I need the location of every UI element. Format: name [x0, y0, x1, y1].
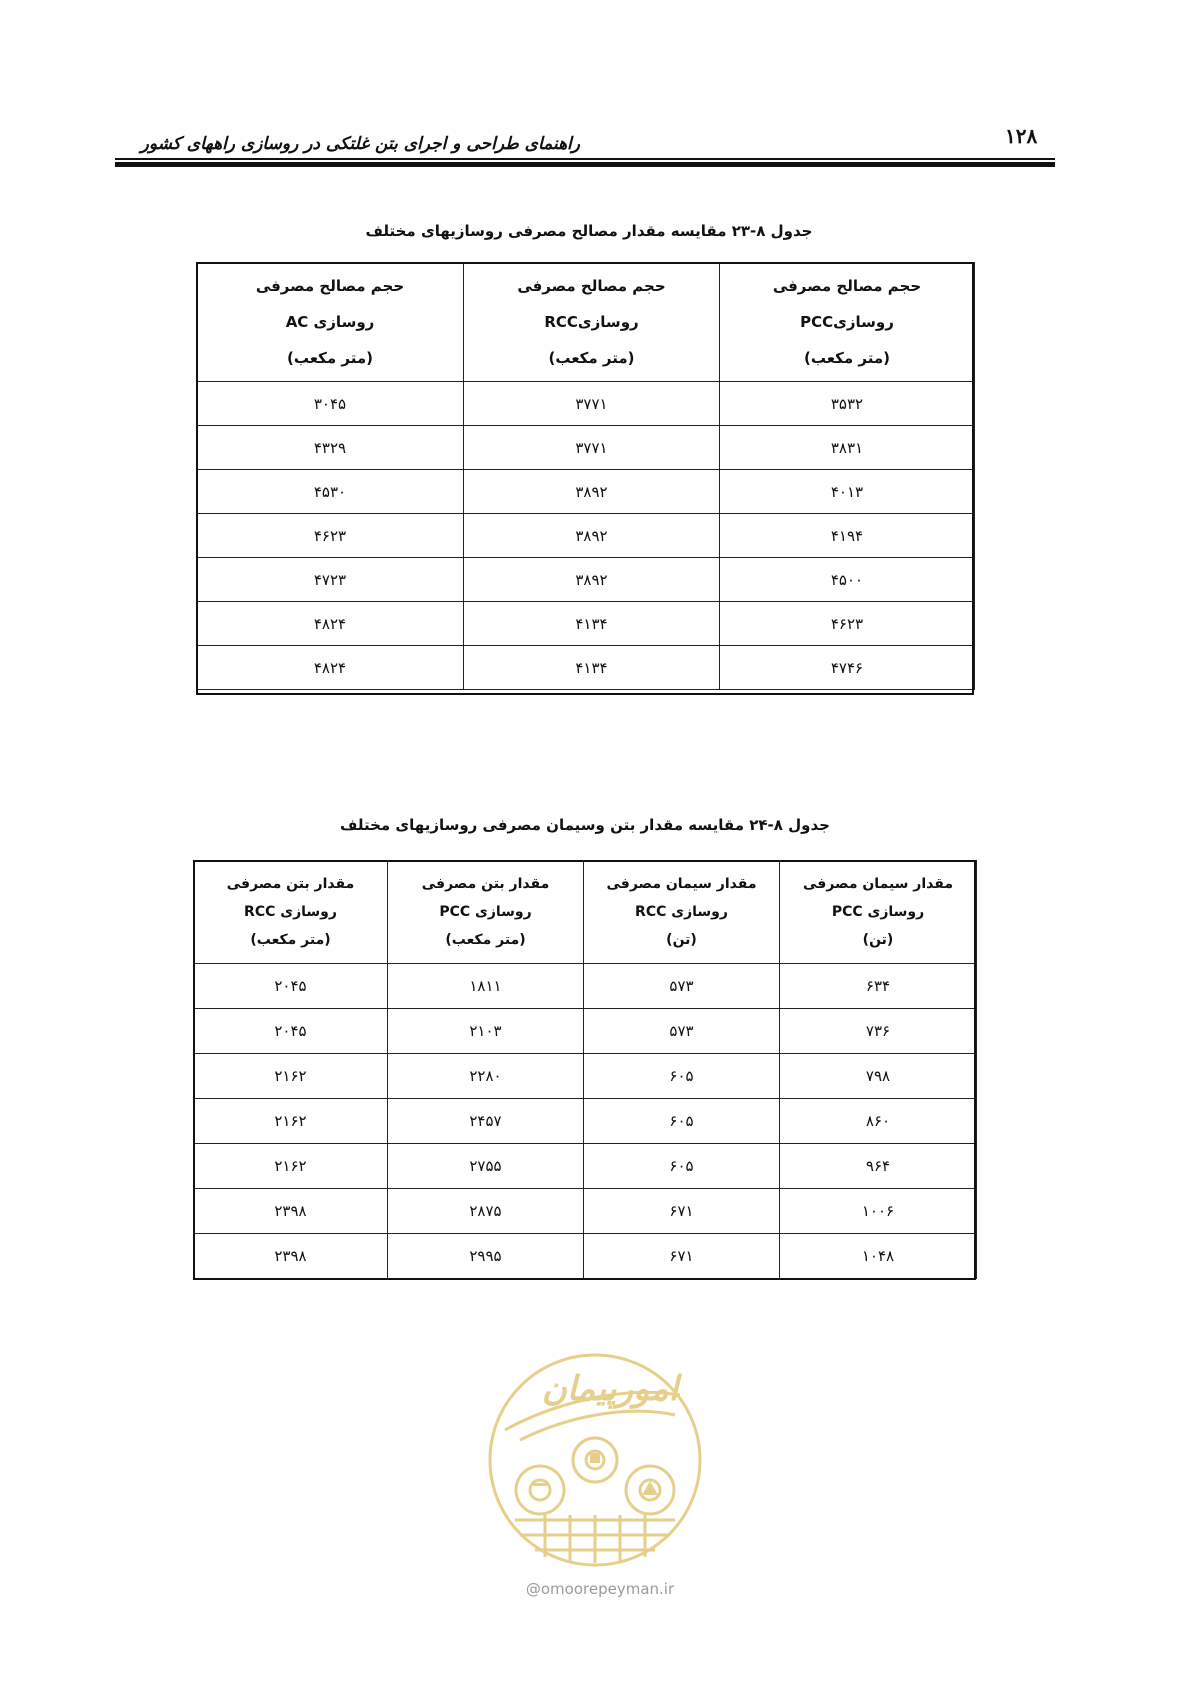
table-row: [194, 1144, 977, 1189]
table-cell: ۹۶۴: [780, 1144, 977, 1189]
header-line: مقدار بتن مصرفی: [226, 876, 355, 892]
table-row: [194, 1234, 977, 1279]
table-row: [194, 1009, 977, 1054]
table-row: [197, 514, 975, 558]
table1-header-rcc: [464, 263, 720, 382]
table-cell: ۲۰۴۵: [194, 964, 388, 1009]
table-cell: ۲۹۹۵: [388, 1234, 584, 1279]
table-row: [194, 1054, 977, 1099]
table-cell: ۲۲۸۰: [388, 1054, 584, 1099]
table2-header-concrete-pcc: [388, 861, 584, 964]
table-cell: ۳۷۷۱: [464, 426, 720, 470]
table-cell: ۲۷۵۵: [388, 1144, 584, 1189]
watermark-url: @omoorepeyman.ir: [525, 1580, 675, 1598]
table-cell: ۴۷۲۳: [197, 558, 464, 602]
table-row: [194, 1189, 977, 1234]
table-cell: ۴۶۲۳: [720, 602, 975, 646]
table-cell: ۳۸۹۲: [464, 514, 720, 558]
table-cell: ۷۳۶: [780, 1009, 977, 1054]
table-cell: ۲۸۷۵: [388, 1189, 584, 1234]
table2-header-cement-rcc: [584, 861, 780, 964]
table-cell: ۴۵۰۰: [720, 558, 975, 602]
table-cell: ۴۸۲۴: [197, 646, 464, 690]
header-line: روسازیRCC: [544, 313, 639, 331]
running-title: راهنمای طراحی و اجرای بتن غلتکی در روسازی راههای کشور: [140, 134, 580, 154]
table2-caption: جدول ۸-۲۴ مقایسه مقدار بتن وسیمان مصرفی روسازیهای مختلف: [340, 816, 830, 834]
table-cell: ۶۳۴: [780, 964, 977, 1009]
table2-header-row: [194, 861, 977, 964]
table-cell: ۱۰۰۶: [780, 1189, 977, 1234]
table1-header-pcc: [720, 263, 975, 382]
table-row: [197, 602, 975, 646]
table-cell: ۲۴۵۷: [388, 1099, 584, 1144]
table-cell: ۴۷۴۶: [720, 646, 975, 690]
header-line: (متر مکعب): [548, 349, 635, 367]
table-row: [197, 382, 975, 426]
table-row: [197, 558, 975, 602]
table-cell: ۲۱۶۲: [194, 1054, 388, 1099]
header-line: (متر مکعب): [803, 349, 891, 367]
table-cell: ۵۷۳: [584, 1009, 780, 1054]
table-cell: ۸۶۰: [780, 1099, 977, 1144]
header-line: مقدار سیمان مصرفی: [606, 876, 757, 892]
table-cell: ۶۰۵: [584, 1144, 780, 1189]
table-cell: ۳۸۹۲: [464, 470, 720, 514]
table-row: [197, 646, 975, 690]
table-cell: ۳۸۳۱: [720, 426, 975, 470]
table2-header-cement-pcc: [780, 861, 977, 964]
table-cell: ۶۰۵: [584, 1099, 780, 1144]
header-line: (متر مکعب): [250, 932, 331, 948]
table-cell: ۲۳۹۸: [194, 1189, 388, 1234]
header-line: (تن): [666, 932, 697, 948]
table-cell: ۷۹۸: [780, 1054, 977, 1099]
table-cell: ۳۰۴۵: [197, 382, 464, 426]
table-cell: ۶۰۵: [584, 1054, 780, 1099]
table-cell: ۳۸۹۲: [464, 558, 720, 602]
header-line: مقدار سیمان مصرفی: [802, 876, 953, 892]
page-number: ۱۲۸: [1005, 124, 1038, 148]
table-cell: ۶۷۱: [584, 1234, 780, 1279]
header-line: روسازی RCC: [244, 904, 337, 920]
table-cell: ۴۵۳۰: [197, 470, 464, 514]
table-cell: ۴۰۱۳: [720, 470, 975, 514]
header-rule-thin: [115, 158, 1055, 160]
header-line: حجم مصالح مصرفی: [255, 277, 405, 295]
header-line: روسازی PCC: [439, 904, 532, 920]
table2: [193, 860, 977, 1279]
header-line: روسازیPCC: [800, 313, 894, 331]
watermark-logo-text: امورپیمان: [541, 1369, 679, 1409]
table-cell: ۲۱۰۳: [388, 1009, 584, 1054]
table-cell: ۲۰۴۵: [194, 1009, 388, 1054]
header-line: مقدار بتن مصرفی: [421, 876, 550, 892]
table-cell: ۱۸۱۱: [388, 964, 584, 1009]
table-row: [197, 470, 975, 514]
header-line: روسازی AC: [285, 313, 375, 331]
table-cell: ۴۶۲۳: [197, 514, 464, 558]
table-cell: ۴۸۲۴: [197, 602, 464, 646]
table-cell: ۲۱۶۲: [194, 1144, 388, 1189]
table-cell: ۴۱۹۴: [720, 514, 975, 558]
table-row: [194, 1099, 977, 1144]
table1: [196, 262, 975, 690]
table-row: [194, 964, 977, 1009]
table-cell: ۲۳۹۸: [194, 1234, 388, 1279]
header-line: روسازی RCC: [635, 904, 728, 920]
table-cell: ۲۱۶۲: [194, 1099, 388, 1144]
table-cell: ۴۱۳۴: [464, 602, 720, 646]
header-line: حجم مصالح مصرفی: [517, 277, 666, 295]
table-cell: ۱۰۴۸: [780, 1234, 977, 1279]
watermark-logo: [480, 1345, 710, 1575]
table-cell: ۴۱۳۴: [464, 646, 720, 690]
header-rule-thick: [115, 162, 1055, 167]
table-cell: ۶۷۱: [584, 1189, 780, 1234]
header-line: حجم مصالح مصرفی: [772, 277, 922, 295]
table-cell: ۳۵۳۲: [720, 382, 975, 426]
table1-header-row: [197, 263, 975, 382]
header-line: (متر مکعب): [445, 932, 526, 948]
header-line: (متر مکعب): [286, 349, 374, 367]
header-line: روسازی PCC: [831, 904, 925, 920]
table1-header-ac: [197, 263, 464, 382]
table-cell: ۴۳۲۹: [197, 426, 464, 470]
table-row: [197, 426, 975, 470]
header-line: (تن): [862, 932, 894, 948]
table2-header-concrete-rcc: [194, 861, 388, 964]
table1-caption: جدول ۸-۲۳ مقایسه مقدار مصالح مصرفی روسازیهای مختلف: [365, 222, 813, 240]
table-cell: ۳۷۷۱: [464, 382, 720, 426]
table-cell: ۵۷۳: [584, 964, 780, 1009]
